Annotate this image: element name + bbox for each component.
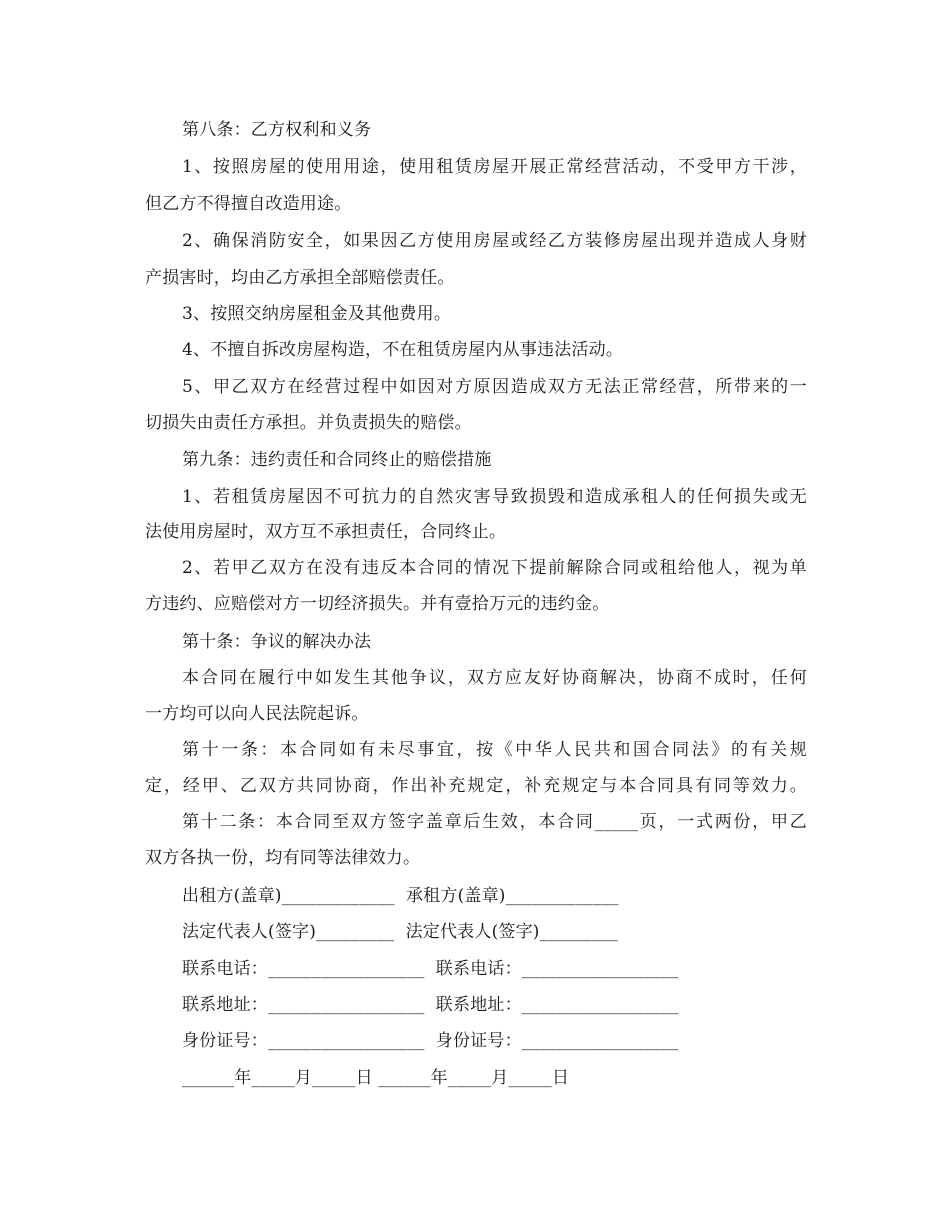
signature-phone-line: 联系电话：__________________ 联系电话：__________________ — [182, 959, 679, 979]
article9-item1-line2: 法使用房屋时，双方互不承担责任，合同终止。 — [145, 522, 507, 542]
article10-title: 第十条：争议的解决办法 — [182, 632, 372, 652]
article11-body-line2: 定，经甲、乙双方共同协商，作出补充规定，补充规定与本合同具有同等效力。 — [145, 776, 807, 796]
article8-item5-line2: 切损失由责任方承担。并负责损失的赔偿。 — [145, 413, 472, 433]
signature-seal-line: 出租方(盖章)_____________ 承租方(盖章)_____________ — [182, 886, 619, 906]
article8-item1-line1: 1、按照房屋的使用用途，使用租赁房屋开展正常经营活动，不受甲方干涉， — [182, 157, 807, 177]
article12-body-line2: 双方各执一份，均有同等法律效力。 — [145, 848, 421, 868]
article9-item2-line1: 2、若甲乙双方在没有违反本合同的情况下提前解除合同或租给他人，视为单 — [182, 558, 807, 578]
article8-item2-line2: 产损害时，均由乙方承担全部赔偿责任。 — [145, 268, 455, 288]
article9-item2-line2: 方违约、应赔偿对方一切经济损失。并有壹拾万元的违约金。 — [145, 594, 610, 614]
signature-date-line: ______年_____月_____日 ______年_____月_____日 — [182, 1068, 570, 1088]
article8-title: 第八条：乙方权利和义务 — [182, 120, 372, 140]
signature-address-line: 联系地址：__________________ 联系地址：__________________ — [182, 995, 679, 1015]
article12-body-line1: 第十二条：本合同至双方签字盖章后生效，本合同_____页，一式两份，甲乙 — [182, 812, 807, 832]
article8-item2-line1: 2、确保消防安全，如果因乙方使用房屋或经乙方装修房屋出现并造成人身财 — [182, 231, 807, 251]
article9-title: 第九条：违约责任和合同终止的赔偿措施 — [182, 450, 492, 470]
article8-item4: 4、不擅自拆改房屋构造，不在租赁房屋内从事违法活动。 — [182, 340, 624, 360]
article8-item1-line2: 但乙方不得擅自改造用途。 — [145, 194, 352, 214]
article10-body-line1: 本合同在履行中如发生其他争议，双方应友好协商解决，协商不成时，任何 — [182, 668, 807, 688]
article8-item3: 3、按照交纳房屋租金及其他费用。 — [182, 304, 452, 324]
article11-body-line1: 第十一条：本合同如有未尽事宜，按《中华人民共和国合同法》的有关规 — [182, 740, 807, 760]
signature-representative-line: 法定代表人(签字)_________ 法定代表人(签字)_________ — [182, 922, 618, 942]
article9-item1-line1: 1、若租赁房屋因不可抗力的自然灾害导致损毁和造成承租人的任何损失或无 — [182, 487, 807, 507]
signature-id-line: 身份证号：__________________ 身份证号：__________________ — [182, 1031, 679, 1051]
article10-body-line2: 一方均可以向人民法院起诉。 — [145, 704, 369, 724]
article8-item5-line1: 5、甲乙双方在经营过程中如因对方原因造成双方无法正常经营，所带来的一 — [182, 377, 807, 397]
